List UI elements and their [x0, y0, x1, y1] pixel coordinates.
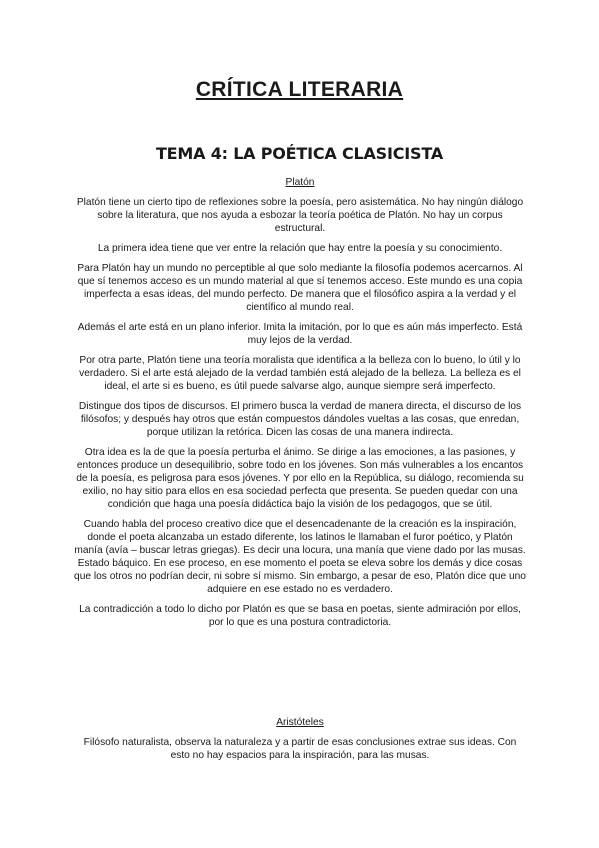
paragraph: Filósofo naturalista, observa la naturaleza y a partir de esas conclusiones extrae sus ideas. Con esto no hay espacios para la inspiración, para las musas. [83, 737, 517, 761]
section-platon [74, 176, 526, 636]
paragraph: Distingue dos tipos de discursos. El primero busca la verdad de manera directa, el discurso de los filósofos; y después hay otros que están compuestos dándoles vueltas a las cosas, que enredan, porque utilizan la retórica. Dicen las cosas de una manera indirecta. [78, 401, 522, 438]
topic-title: TEMA 4: LA POÉTICA CLASICISTA [155, 144, 444, 163]
paragraph: Cuando habla del proceso creativo dice que el desencadenante de la creación es la inspiración, donde el poeta alcanzaba un estado diferente, los latinos le llamaban el furor poético, y Platón manía (avía – buscar letras griegas). Es decir una locura, una manía que viene dado por las musas. Estado báquico. En ese proceso, en ese momento el poeta se eleva sobre los demás y dice cosas que los otros no podrían decir, ni sobre sí mismo. Sin embargo, a pesar de eso, Platón dice que uno adquiere en ese estado no es verdadero. [74, 519, 526, 595]
paragraph: Además el arte está en un plano inferior. Imita la imitación, por lo que es aún más imperfecto. Está muy lejos de la verdad. [77, 322, 523, 346]
document-title: CRÍTICA LITERARIA [195, 78, 404, 101]
paragraph: La contradicción a todo lo dicho por Platón es que se basa en poetas, siente admiración por ellos, por lo que es una postura contradictoria. [79, 604, 521, 628]
paragraph: Platón tiene un cierto tipo de reflexiones sobre la poesía, pero asistemática. No hay ningún diálogo sobre la literatura, que nos ayuda a esbozar la teoría poética de Platón. No hay un corpus estructural. [76, 197, 524, 234]
paragraph: Por otra parte, Platón tiene una teoría moralista que identifica a la belleza con lo bueno, lo útil y lo verdadero. Si el arte está alejado de la verdad también está alejado de la belleza. La belleza es el ideal, el arte si es bueno, es útil puede salvarse algo, aunque siempre será imperfecto. [79, 355, 521, 392]
section-aristoteles [74, 716, 526, 769]
section-heading: Aristóteles [276, 717, 324, 728]
section-heading: Platón [285, 177, 315, 188]
paragraph: Para Platón hay un mundo no perceptible al que solo mediante la filosofía podemos acercarnos. Al que sí tenemos acceso es un mundo material al que sí tenemos acceso. Este mundo es una copia imperfecta a esas ideas, del mundo perfecto. De manera que el filosófico aspira a la verdad y el científico al mundo real. [77, 263, 523, 313]
paragraph: La primera idea tiene que ver entre la relación que hay entre la poesía y su conocimiento. [97, 243, 503, 254]
paragraph: Otra idea es la de que la poesía perturba el ánimo. Se dirige a las emociones, a las pasiones, y entonces produce un desequilibrio, sobre todo en los jóvenes. Son más vulnerables a los encantos de la poesía, es peligrosa para esos jóvenes. Y por ello en la República, su diálogo, recomienda su exilio, no hay sitio para ellos en esa sociedad perfecta que presenta. Se pueden quedar con una condición que haga una poesía didáctica bajo la visión de los pedagogos, que se útil. [76, 447, 524, 510]
